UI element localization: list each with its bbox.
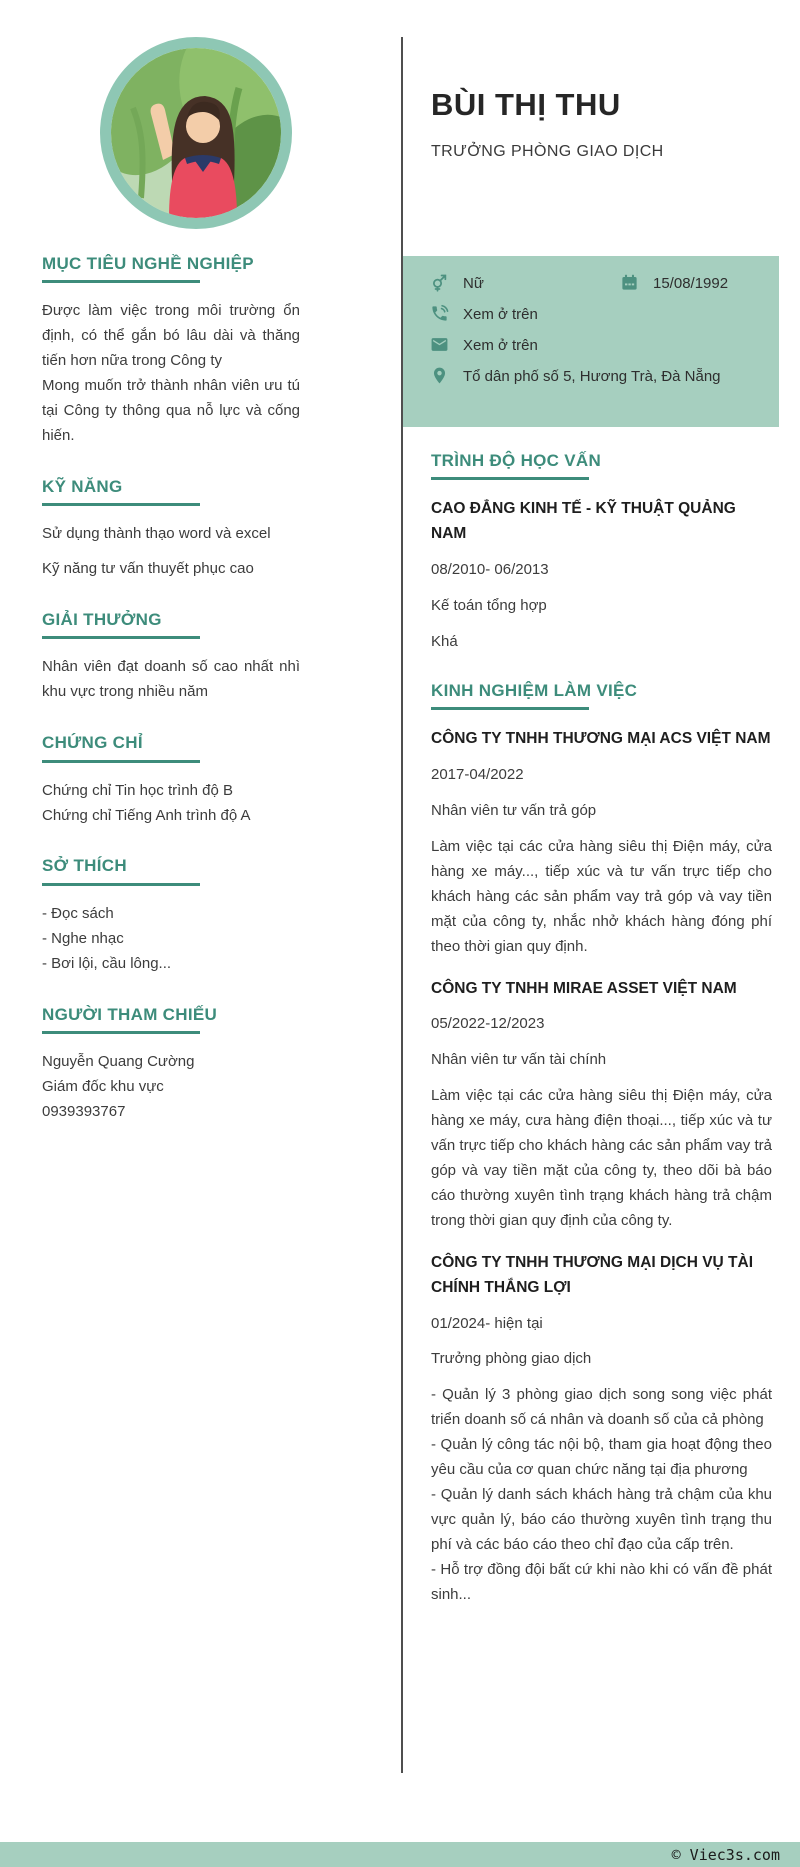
profile-photo-illustration (111, 48, 281, 218)
mail-icon (430, 335, 449, 354)
heading-underline (42, 883, 200, 886)
experience-entry (431, 977, 772, 1234)
job-period: 01/2024- hiện tại (431, 1314, 543, 1332)
section-awards (42, 610, 300, 705)
heading-underline (42, 1031, 200, 1034)
job-period: 05/2022-12/2023 (431, 1015, 545, 1033)
candidate-job-title: TRƯỞNG PHÒNG GIAO DỊCH (431, 143, 664, 161)
certificate-item: Chứng chỉ Tin học trình độ B (42, 781, 233, 799)
section-heading: GIẢI THƯỞNG (42, 610, 162, 630)
job-bullet: - Hỗ trợ đồng đội bất cứ khi nào khi có vấn đề phát sinh... (431, 1560, 772, 1603)
section-heading: SỞ THÍCH (42, 856, 127, 876)
info-phone (430, 304, 755, 325)
education-period: 08/2010- 06/2013 (431, 561, 549, 579)
company-name: CÔNG TY TNHH THƯƠNG MẠI DỊCH VỤ TÀI CHÍNH THẮNG LỢI (431, 1253, 754, 1296)
hobby-item: - Nghe nhạc (42, 929, 124, 947)
job-period: 2017-04/2022 (431, 766, 524, 784)
skill-item: Kỹ năng tư vấn thuyết phục cao (42, 560, 254, 578)
objective-line-2: Mong muốn trở thành nhân viên ưu tú tại Công ty thông qua nỗ lực và cống hiến. (42, 377, 300, 444)
section-reference (42, 1005, 300, 1125)
heading-underline (42, 503, 200, 506)
info-email (430, 335, 755, 356)
job-description: Làm việc tại các cửa hàng siêu thị Điện máy, cửa hàng xe máy..., tiếp xúc và tư vấn trực tiếp cho khách hàng các sản phẩm vay trả góp và vay tiền mặt của công ty, nhắc nhở khách hàng đóng phí theo thời gian quy định. (431, 838, 772, 955)
section-heading: KINH NGHIỆM LÀM VIỆC (431, 680, 638, 700)
section-certificates (42, 733, 300, 828)
objective-text (42, 299, 300, 448)
calendar-icon (620, 273, 639, 292)
job-description (431, 1383, 772, 1607)
heading-underline (431, 707, 589, 710)
info-address (430, 366, 755, 387)
job-bullet: - Quản lý danh sách khách hàng trả chậm của khu vực quản lý, báo cáo thường xuyên tình trạng thu phí và các báo cáo theo chỉ đạo của cấp trên. (431, 1485, 772, 1553)
reference-block (42, 1050, 300, 1125)
education-grade: Khá (431, 633, 458, 651)
gender-icon (430, 273, 449, 292)
phone-value: Xem ở trên (463, 306, 538, 323)
heading-underline (42, 636, 200, 639)
section-hobbies (42, 856, 300, 976)
section-heading: CHỨNG CHỈ (42, 733, 143, 753)
hobby-item: - Bơi lội, cầu lông... (42, 954, 172, 972)
section-heading: NGƯỜI THAM CHIẾU (42, 1004, 218, 1024)
location-pin-icon (430, 366, 449, 385)
education-major: Kế toán tổng hợp (431, 597, 547, 615)
heading-underline (431, 477, 589, 480)
hobby-list (42, 902, 300, 977)
hobby-item: - Đọc sách (42, 904, 114, 922)
section-objective (42, 254, 300, 449)
job-description: Làm việc tại các cửa hàng siêu thị Điện máy, cửa hàng xe máy, cưa hàng điện thoại..., tiếp xúc và tư vấn trực tiếp cho khách hàng các sản phẩm vay trả góp và vay tiền mặt của công ty, theo dõi bà báo cáo thường xuyên tình trạng khách hàng trả chậm trong thời gian quy định của công ty. (431, 1087, 772, 1229)
company-name: CÔNG TY TNHH MIRAE ASSET VIỆT NAM (431, 979, 737, 997)
info-row-gender-birthday (430, 273, 755, 294)
personal-info-box (403, 256, 779, 427)
footer-credit: © Viec3s.com (671, 1845, 780, 1864)
job-role: Nhân viên tư vấn tài chính (431, 1051, 607, 1069)
right-column (431, 451, 772, 1621)
reference-role: Giám đốc khu vực (42, 1077, 164, 1095)
gender-value: Nữ (463, 275, 484, 292)
job-bullet: - Quản lý công tác nội bộ, tham gia hoạt động theo yêu cầu của cơ quan chức năng tại địa phương (431, 1436, 772, 1479)
company-name: CÔNG TY TNHH THƯƠNG MẠI ACS VIỆT NAM (431, 730, 771, 748)
left-column (42, 254, 300, 1153)
profile-photo (100, 37, 292, 229)
certificate-item: Chứng chỉ Tiếng Anh trình độ A (42, 806, 251, 824)
objective-line-1: Được làm việc trong môi trường ổn định, có thể gắn bó lâu dài và thăng tiến hơn nữa trong Công ty (42, 302, 300, 370)
heading-underline (42, 280, 200, 283)
header-block (431, 88, 781, 161)
job-role: Nhân viên tư vấn trả góp (431, 802, 597, 820)
email-value: Xem ở trên (463, 337, 538, 354)
skills-list (42, 522, 300, 582)
info-birthday (620, 273, 728, 294)
birthday-value: 15/08/1992 (653, 275, 729, 292)
info-gender (430, 273, 620, 294)
section-skills (42, 477, 300, 582)
section-heading: MỤC TIÊU NGHỀ NGHIỆP (42, 254, 254, 273)
footer-bar (0, 1842, 800, 1867)
phone-icon (430, 304, 449, 323)
address-value: Tổ dân phố số 5, Hương Trà, Đà Nẵng (463, 368, 721, 385)
job-bullet: - Quản lý 3 phòng giao dịch song song việc phát triển doanh số cá nhân và doanh số của cả phòng (431, 1386, 772, 1429)
section-experience (431, 681, 772, 1608)
candidate-name: BÙI THỊ THU (431, 87, 621, 122)
section-education (431, 451, 772, 655)
experience-entry (431, 727, 772, 959)
section-heading: KỸ NĂNG (42, 476, 123, 496)
reference-phone: 0939393767 (42, 1102, 126, 1120)
experience-entry (431, 1251, 772, 1608)
school-name: CAO ĐẲNG KINH TẾ - KỸ THUẬT QUẢNG NAM (431, 500, 736, 543)
job-role: Trưởng phòng giao dịch (431, 1350, 592, 1368)
certificate-list (42, 779, 300, 829)
award-text: Nhân viên đạt doanh số cao nhất nhì khu vực trong nhiều năm (42, 658, 300, 701)
section-heading: TRÌNH ĐỘ HỌC VẤN (431, 451, 602, 470)
reference-name: Nguyễn Quang Cường (42, 1052, 195, 1070)
heading-underline (42, 760, 200, 763)
skill-item: Sử dụng thành thạo word và excel (42, 525, 271, 543)
